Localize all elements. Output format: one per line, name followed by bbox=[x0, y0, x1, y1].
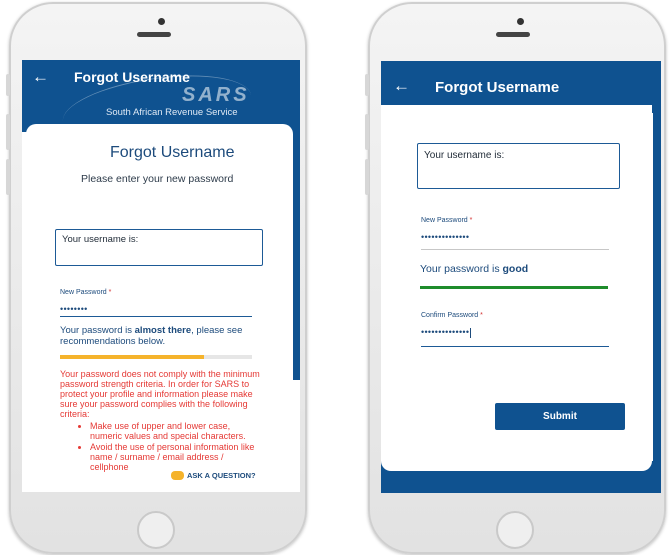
left-form-card bbox=[26, 124, 293, 492]
text-cursor bbox=[470, 328, 471, 338]
username-label: Your username is: bbox=[62, 234, 139, 245]
arrow-left-icon[interactable]: ← bbox=[32, 67, 49, 86]
password-error-text: Your password does not comply with the minimum password strength criteria. In order for SARS to protect your profile and information please make sure your password complies with the following criteria: • Make use of upper and lower case, numeric values and special characters. • Avoid the use of personal information like name / surname / email address / cellphone bbox=[60, 369, 260, 472]
card-subtitle: Please enter your new password bbox=[81, 173, 234, 185]
arrow-left-icon[interactable]: ← bbox=[393, 76, 410, 95]
header-title: Forgot Username bbox=[74, 69, 190, 85]
right-screen bbox=[381, 61, 661, 493]
strength-message: Your password is good bbox=[420, 263, 529, 275]
left-phone-home-button[interactable] bbox=[137, 511, 175, 549]
username-box[interactable] bbox=[417, 143, 620, 189]
username-label: Your username is: bbox=[424, 150, 505, 161]
right-phone-speaker bbox=[496, 32, 530, 37]
strength-message: Your password is almost there, please see recommendations below. bbox=[60, 325, 243, 347]
strength-bar-track bbox=[60, 355, 252, 359]
confirm-password-underline bbox=[421, 346, 609, 347]
left-screen bbox=[22, 60, 300, 492]
right-phone-home-button[interactable] bbox=[496, 511, 534, 549]
criteria-item: • Avoid the use of personal information like name / surname / email address / cellphone bbox=[90, 442, 260, 472]
left-phone-volume-down bbox=[6, 159, 10, 195]
org-name: South African Revenue Service bbox=[106, 107, 238, 118]
strength-bar-fill bbox=[420, 286, 608, 289]
submit-button[interactable]: Submit bbox=[495, 403, 625, 430]
left-phone-volume-up bbox=[6, 114, 10, 150]
confirm-password-input[interactable]: •••••••••••••• bbox=[421, 327, 470, 337]
right-phone-side-button bbox=[365, 74, 369, 96]
right-phone-volume-up bbox=[365, 114, 369, 150]
new-password-label: New Password * bbox=[60, 289, 112, 296]
new-password-label: New Password * bbox=[421, 217, 473, 224]
right-phone-volume-down bbox=[365, 159, 369, 195]
sars-logo: SARS bbox=[182, 84, 250, 106]
strength-bar-fill bbox=[60, 355, 204, 359]
criteria-item: • Make use of upper and lower case, numeric values and special characters. bbox=[90, 421, 260, 441]
header-title: Forgot Username bbox=[435, 79, 560, 96]
right-form-card bbox=[381, 105, 652, 471]
username-box[interactable] bbox=[55, 229, 263, 266]
new-password-input[interactable]: •••••••••••••• bbox=[421, 232, 470, 242]
strength-bar-track bbox=[420, 286, 608, 289]
new-password-underline bbox=[421, 249, 609, 250]
confirm-password-label: Confirm Password * bbox=[421, 312, 483, 319]
new-password-input[interactable]: •••••••• bbox=[60, 304, 88, 314]
left-phone-camera bbox=[158, 18, 165, 25]
left-header bbox=[22, 60, 300, 132]
chat-bubble-icon bbox=[171, 471, 184, 480]
criteria-list bbox=[60, 421, 260, 471]
right-phone-camera bbox=[517, 18, 524, 25]
left-right-stripe bbox=[292, 120, 300, 380]
card-title: Forgot Username bbox=[110, 144, 235, 161]
new-password-underline bbox=[60, 316, 252, 317]
left-phone-speaker bbox=[137, 32, 171, 37]
right-right-stripe bbox=[653, 101, 661, 493]
chat-widget[interactable] bbox=[168, 470, 259, 481]
left-phone-side-button bbox=[6, 74, 10, 96]
ask-question-label: ASK A QUESTION? bbox=[187, 471, 256, 480]
